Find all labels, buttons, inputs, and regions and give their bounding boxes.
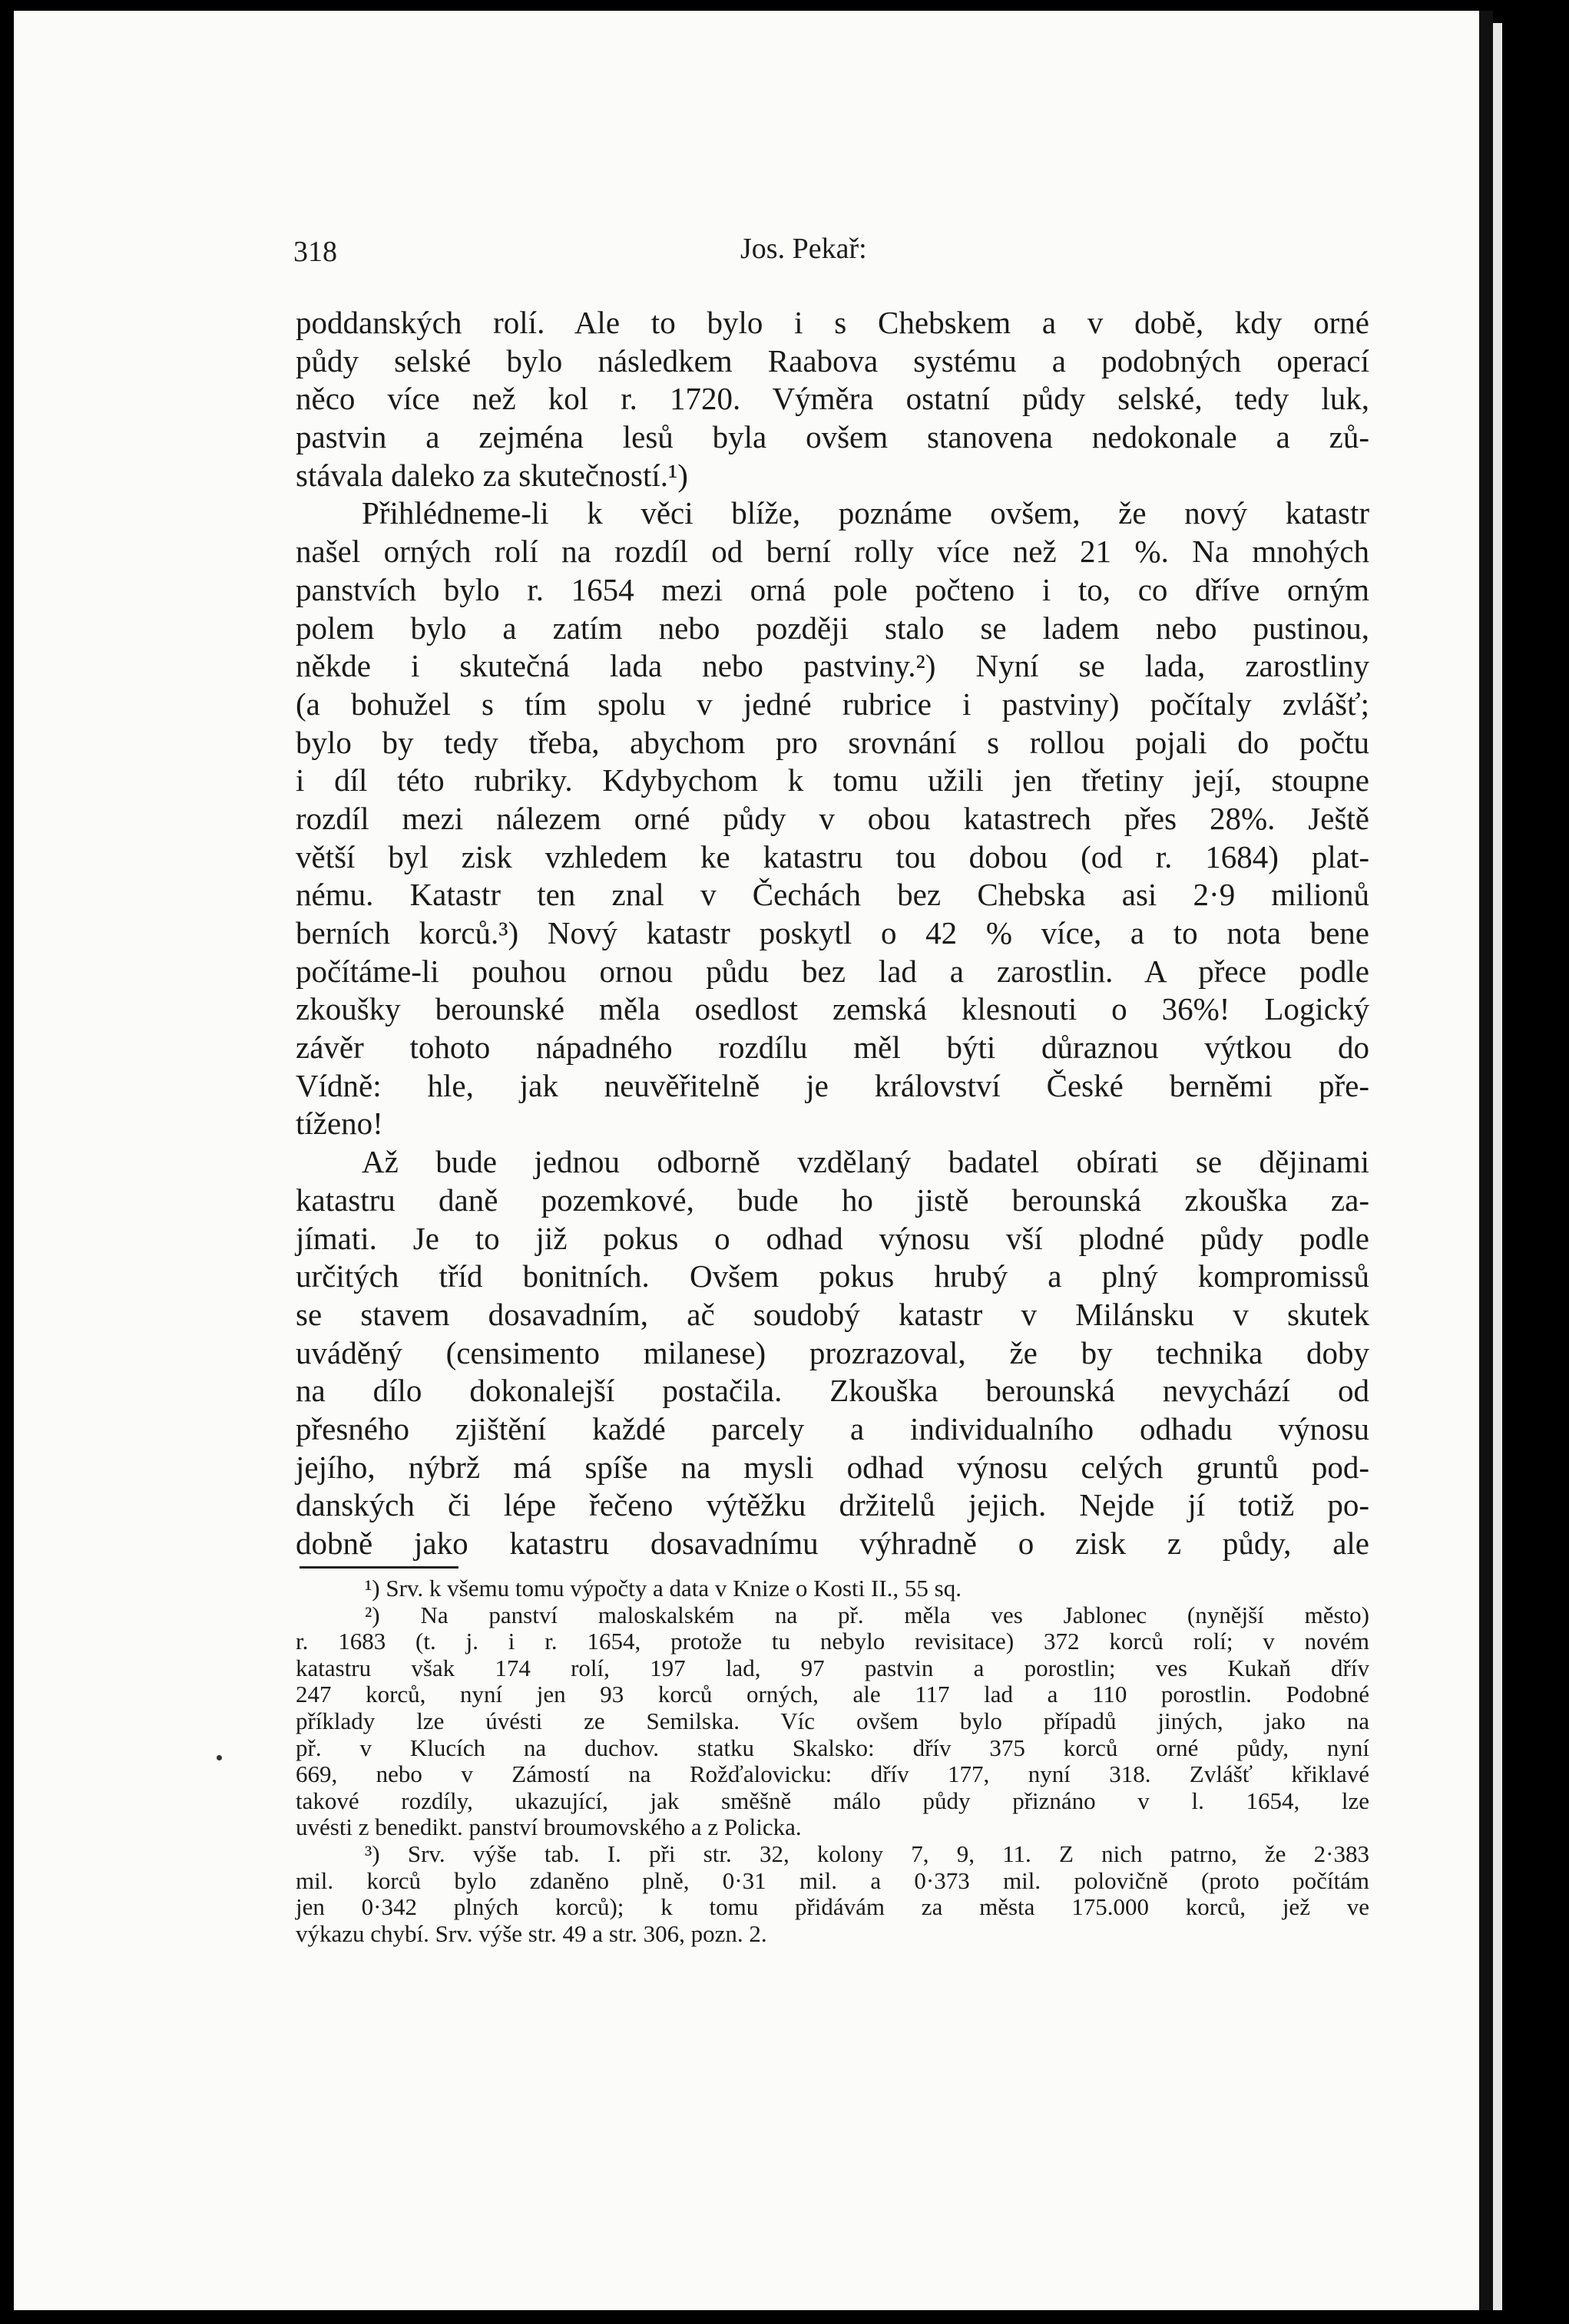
- footnote-line: mil. korců bylo zdaněno plně, 0·31 mil. a 0·373 mil. polovičně (proto počítám: [296, 1866, 1369, 1894]
- footnote-line: r. 1683 (t. j. i r. 1654, protože tu nebylo revisitace) 372 korců rolí; v novém: [296, 1628, 1369, 1655]
- footnote-rule: [300, 1566, 458, 1569]
- text-line: poddanských rolí. Ale to bylo i s Chebskem a v době, kdy orné: [296, 305, 1369, 340]
- footnote-line: ¹) Srv. k všemu tomu výpočty a data v Knize o Kosti II., 55 sq.: [365, 1575, 962, 1602]
- text-line: (a bohužel s tím spolu v jedné rubrice i pastviny) počítaly zvlášť;: [296, 686, 1369, 722]
- text-line: dobně jako katastru dosavadnímu výhradně o zisk z půdy, ale: [296, 1526, 1369, 1561]
- text-line: tíženo!: [296, 1106, 383, 1142]
- footnote-line: výkazu chybí. Srv. výše str. 49 a str. 306, pozn. 2.: [296, 1919, 767, 1947]
- text-line: Vídně: hle, jak neuvěřitelně je království České berněmi pře-: [296, 1067, 1369, 1103]
- text-line: bylo by tedy třeba, abychom pro srovnání s rollou pojali do počtu: [296, 724, 1369, 760]
- text-line: rozdíl mezi nálezem orné půdy v obou katastrech přes 28%. Ještě: [296, 800, 1369, 836]
- text-line: se stavem dosavadním, ač soudobý katastr v Milánsku v skutek: [296, 1296, 1369, 1332]
- margin-mark: [217, 1755, 222, 1760]
- footnote-line: 247 korců, nyní jen 93 korců orných, ale 117 lad a 110 porostlin. Podobné: [296, 1681, 1369, 1708]
- footnotes: [296, 1575, 1369, 1947]
- footnote-line: 669, nebo v Zámostí na Rožďalovicku: dřív 177, nyní 318. Zvlášť křiklavé: [296, 1760, 1369, 1788]
- footnote-line: jen 0·342 plných korců); k tomu přidávám za města 175.000 korců, jež ve: [296, 1893, 1369, 1921]
- text-line: zkoušky berounské měla osedlost zemská klesnouti o 36%! Logický: [296, 991, 1369, 1027]
- footnote-line: katastru však 174 rolí, 197 lad, 97 pastvin a porostlin; ves Kukaň dřív: [296, 1654, 1369, 1681]
- footnote-line: uvésti z benedikt. panství broumovského a z Policka.: [296, 1813, 802, 1841]
- main-text: [296, 304, 1369, 1563]
- footnote-line: ³) Srv. výše tab. I. při str. 32, kolony 7, 9, 11. Z nich patrno, že 2·383: [365, 1840, 1369, 1867]
- text-line: panstvích bylo r. 1654 mezi orná pole počteno i to, co dříve orným: [296, 571, 1369, 607]
- running-head: Jos. Pekař:: [740, 233, 867, 265]
- footnote-line: př. v Klucích na duchov. statku Skalsko: dřív 375 korců orné půdy, nyní: [296, 1734, 1369, 1761]
- text-line: na dílo dokonalejší postačila. Zkouška berounská nevychází od: [296, 1373, 1369, 1409]
- text-line: uváděný (censimento milanese) prozrazoval, že by technika doby: [296, 1334, 1369, 1370]
- text-line: jejího, nýbrž má spíše na mysli odhad výnosu celých gruntů pod-: [296, 1449, 1369, 1485]
- text-line: jímati. Je to již pokus o odhad výnosu vší plodné půdy podle: [296, 1220, 1369, 1256]
- text-line: i díl této rubriky. Kdybychom k tomu užili jen třetiny její, stoupne: [296, 762, 1369, 798]
- text-line: někde i skutečná lada nebo pastviny.²) Nyní se lada, zarostliny: [296, 648, 1369, 684]
- text-line: stávala daleko za skutečností.¹): [296, 457, 688, 493]
- text-line: Až bude jednou odborně vzdělaný badatel obírati se dějinami: [362, 1144, 1369, 1180]
- text-line: počítáme-li pouhou ornou půdu bez lad a zarostlin. A přece podle: [296, 953, 1369, 989]
- text-line: polem bylo a zatím nebo později stalo se ladem nebo pustinou,: [296, 610, 1369, 646]
- text-line: přesného zjištění každé parcely a individualního odhadu výnosu: [296, 1410, 1369, 1446]
- footnote-line: ²) Na panství maloskalském na př. měla ves Jablonec (nynější město): [365, 1601, 1369, 1628]
- text-line: půdy selské bylo následkem Raabova systému a podobných operací: [296, 342, 1369, 379]
- text-line: danských či lépe řečeno výtěžku držitelů jejich. Nejde jí totiž po-: [296, 1487, 1369, 1523]
- page-edge-shadow: [1479, 11, 1493, 2310]
- text-line: nému. Katastr ten znal v Čechách bez Chebska asi 2·9 milionů: [296, 877, 1369, 913]
- page-number: 318: [293, 236, 337, 268]
- text-line: pastvin a zejména lesů byla ovšem stanovena nedokonale a zů-: [296, 419, 1369, 455]
- footnote-line: příklady lze úvésti ze Semilska. Víc ovšem bylo případů jiných, jako na: [296, 1707, 1369, 1734]
- page-edge: [1493, 23, 1502, 2310]
- text-line: Přihlédneme-li k věci blíže, poznáme ovšem, že nový katastr: [362, 495, 1369, 531]
- text-line: větší byl zisk vzhledem ke katastru tou dobou (od r. 1684) plat-: [296, 838, 1369, 874]
- text-line: závěr tohoto nápadného rozdílu měl býti důraznou výtkou do: [296, 1030, 1369, 1066]
- text-line: katastru daně pozemkové, bude ho jistě berounská zkouška za-: [296, 1182, 1369, 1218]
- text-line: našel orných rolí na rozdíl od berní rolly více než 21 %. Na mnohých: [296, 534, 1369, 570]
- footnote-line: takové rozdíly, ukazující, jak směšně málo půdy přiznáno v l. 1654, lze: [296, 1787, 1369, 1814]
- text-line: určitých tříd bonitních. Ovšem pokus hrubý a plný kompromissů: [296, 1258, 1369, 1294]
- text-line: berních korců.³) Nový katastr poskytl o 42 % více, a to nota bene: [296, 915, 1369, 950]
- text-line: něco více než kol r. 1720. Výměra ostatní půdy selské, tedy luk,: [296, 381, 1369, 417]
